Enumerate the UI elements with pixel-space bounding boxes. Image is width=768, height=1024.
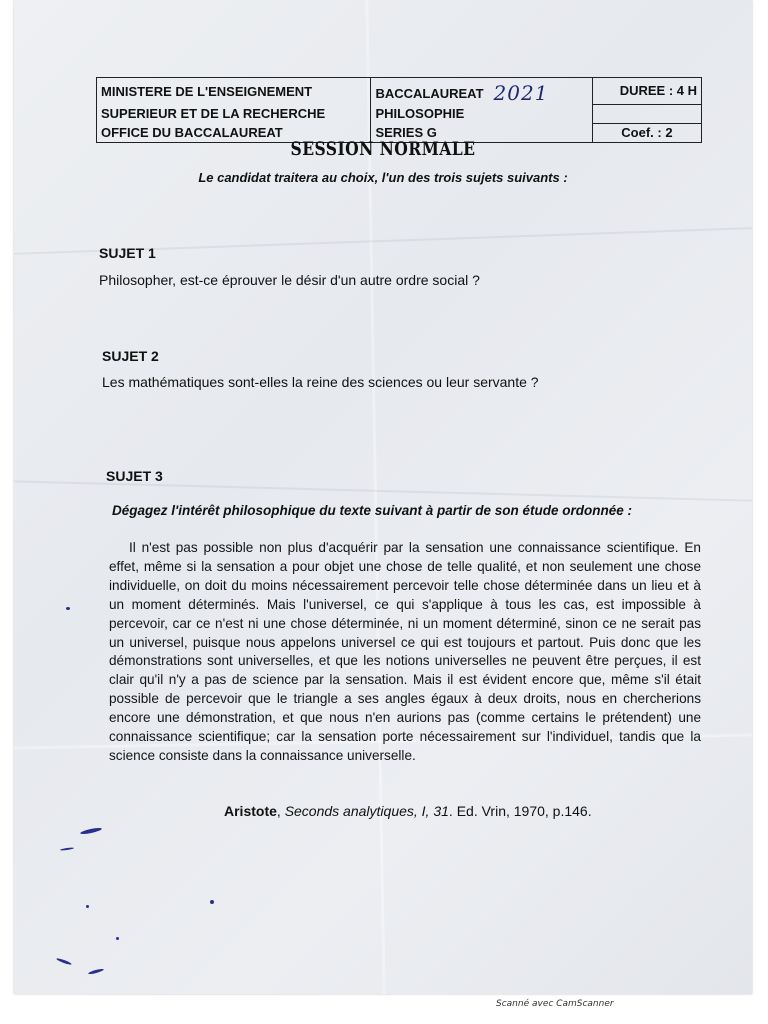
sujet2-question: Les mathématiques sont-elles la reine des sciences ou leur servante ? <box>102 374 539 390</box>
ink-mark <box>80 827 102 835</box>
exam-name: BACCALAUREAT <box>375 86 484 101</box>
subject: PHILOSOPHIE <box>371 104 592 123</box>
exam-sheet <box>14 0 752 994</box>
citation-work: Seconds analytiques, I, 31 <box>284 803 449 819</box>
series: SERIES G <box>371 123 592 142</box>
ink-mark <box>66 607 70 610</box>
duration: DUREE : 4 H <box>592 78 701 105</box>
scanner-footer: Scanné avec CamScanner <box>496 999 614 1009</box>
office: OFFICE DU BACCALAUREAT <box>97 123 371 142</box>
instruction: Le candidat traitera au choix, l'un des trois sujets suivants : <box>198 170 568 185</box>
ink-mark <box>116 937 119 940</box>
sujet3-passage: Il n'est pas possible non plus d'acquérir par la sensation une connaissance scientifique. En effet, même si la sensation a pour objet une chose de telle qualité, et non seulement une chose individuelle, on doit du moins nécessairement percevoir telle chose déterminée dans un lieu et à un moment déterminés. Mais l'universel, ce qui s'applique à tous les cas, est impossible à percevoir, car ce n'est ni une chose déterminée, ni un moment déterminé, sinon ce ne serait pas un universel, puisque nous appelons universel ce qui est toujours et partout. Puis donc que les démonstrations sont universelles, et que les notions universelles ne peuvent être perçues, il est clair qu'il n'y a pas de science par la sensation. Mais il est évident encore que, même s'il était possible de percevoir que le triangle a ses angles égaux à deux droits, nous en chercherions encore une démonstration, et que nous n'en aurions pas (comme certains le prétendent) une connaissance scientifique; car la sensation porte nécessairement sur l'individuel, tandis que la science consiste dans la connaissance universelle. <box>109 540 701 763</box>
ministry-line1: MINISTERE DE L'ENSEIGNEMENT <box>97 78 371 105</box>
empty-cell <box>592 104 701 123</box>
ink-mark <box>60 847 74 851</box>
ink-mark <box>56 957 72 965</box>
ink-mark <box>210 900 214 904</box>
sujet1-label: SUJET 1 <box>99 245 156 261</box>
sujet3-instruction: Dégagez l'intérêt philosophique du texte suivant à partir de son étude ordonnée : <box>112 503 633 518</box>
ministry-line2: SUPERIEUR ET DE LA RECHERCHE <box>97 104 371 123</box>
citation-rest: . Ed. Vrin, 1970, p.146. <box>448 803 592 819</box>
exam-year: 2021 <box>493 81 549 105</box>
sujet3-label: SUJET 3 <box>106 468 163 484</box>
exam-cell <box>371 78 592 105</box>
session-title: SESSION NORMALE <box>290 138 476 160</box>
header-table <box>96 77 702 143</box>
citation: Aristote, Seconds analytiques, I, 31. Ed. Vrin, 1970, p.146. <box>224 803 592 819</box>
coef: Coef. : 2 <box>592 123 701 142</box>
sujet1-question: Philosopher, est-ce éprouver le désir d'un autre ordre social ? <box>99 272 480 288</box>
ink-mark <box>88 968 104 975</box>
citation-author: Aristote <box>224 803 277 819</box>
sujet2-label: SUJET 2 <box>102 348 159 364</box>
ink-mark <box>86 905 89 908</box>
